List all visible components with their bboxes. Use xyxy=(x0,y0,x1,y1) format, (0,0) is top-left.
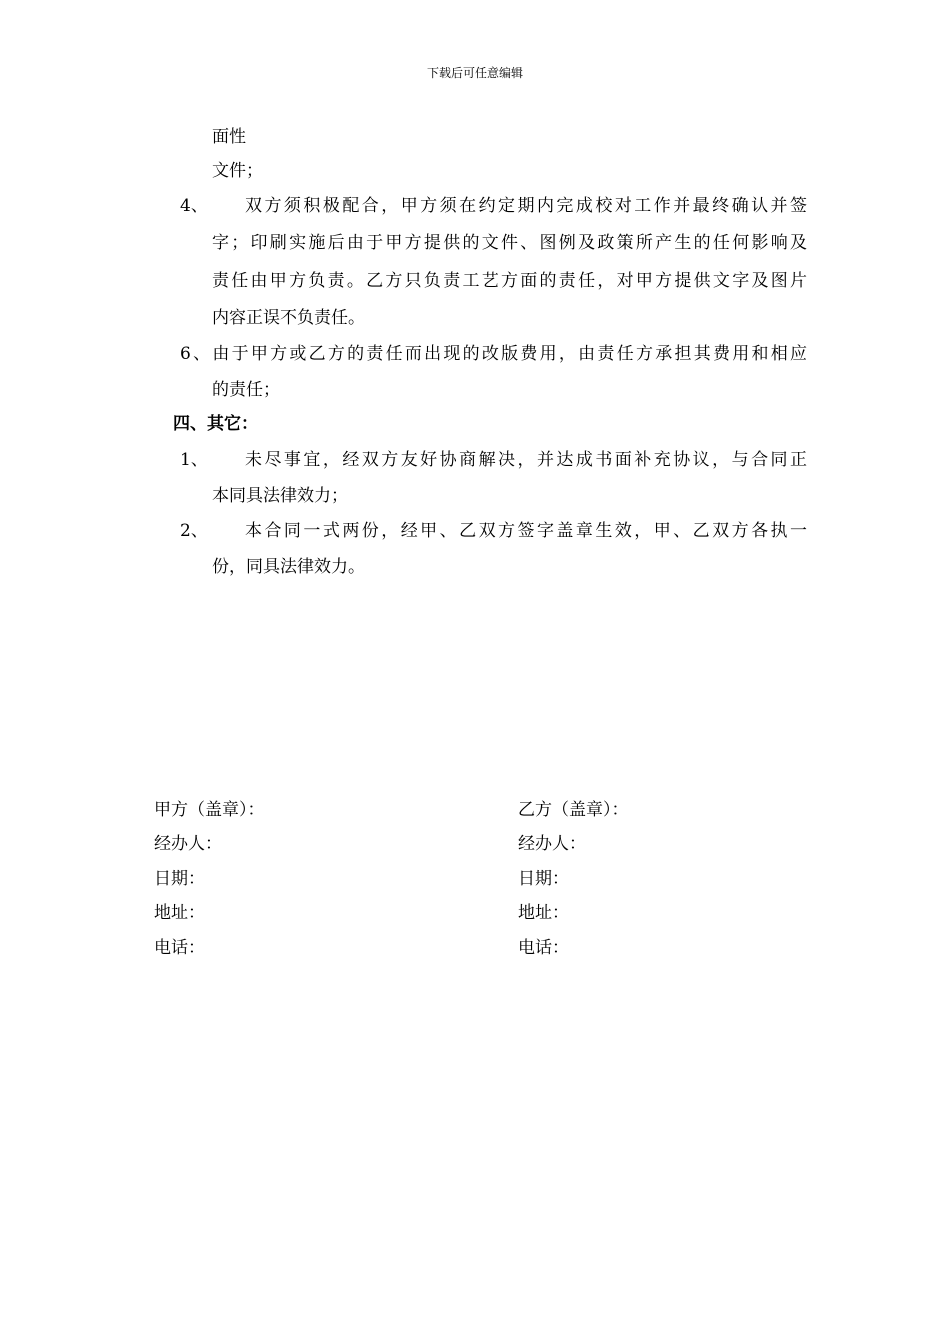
party-a-phone-label: 电话： xyxy=(154,938,205,958)
section-4-item-1-number: 1、 xyxy=(180,450,208,470)
party-b-address-label: 地址： xyxy=(518,903,569,923)
clause-6-line-1: 6、由于甲方或乙方的责任而出现的改版费用，由责任方承担其费用和相应 xyxy=(180,344,807,364)
party-a-agent-label: 经办人： xyxy=(154,834,222,854)
party-b-date-label: 日期： xyxy=(518,869,569,889)
clause-6-line-2: 的责任； xyxy=(212,380,280,400)
section-4-heading: 四、其它： xyxy=(173,414,258,434)
party-a-title: 甲方（盖章）： xyxy=(154,800,265,820)
party-b-title: 乙方（盖章）： xyxy=(518,800,629,820)
clause-4-line-2: 字；印刷实施后由于甲方提供的文件、图例及政策所产生的任何影响及 xyxy=(212,233,807,253)
page-header-note: 下载后可任意编辑 xyxy=(426,66,523,80)
section-4-item-2-line-1: 本合同一式两份，经甲、乙双方签字盖章生效，甲、乙双方各执一 xyxy=(245,521,807,541)
clause-4-number: 4、 xyxy=(180,196,208,216)
section-4-item-2-line-2: 份，同具法律效力。 xyxy=(212,557,365,577)
fragment-line-2: 文件； xyxy=(212,161,263,181)
party-a-date-label: 日期： xyxy=(154,869,205,889)
party-b-agent-label: 经办人： xyxy=(518,834,586,854)
party-a-address-label: 地址： xyxy=(154,903,205,923)
party-b-phone-label: 电话： xyxy=(518,938,569,958)
section-4-item-1-line-2: 本同具法律效力； xyxy=(212,486,348,506)
clause-4-line-1: 双方须积极配合，甲方须在约定期内完成校对工作并最终确认并签 xyxy=(245,196,807,216)
clause-4-line-3: 责任由甲方负责。乙方只负责工艺方面的责任，对甲方提供文字及图片 xyxy=(212,271,807,291)
section-4-item-1-line-1: 未尽事宜，经双方友好协商解决，并达成书面补充协议，与合同正 xyxy=(245,450,807,470)
fragment-line-1: 面性 xyxy=(212,127,246,147)
clause-4-line-4: 内容正误不负责任。 xyxy=(212,308,365,328)
section-4-item-2-number: 2、 xyxy=(180,521,208,541)
